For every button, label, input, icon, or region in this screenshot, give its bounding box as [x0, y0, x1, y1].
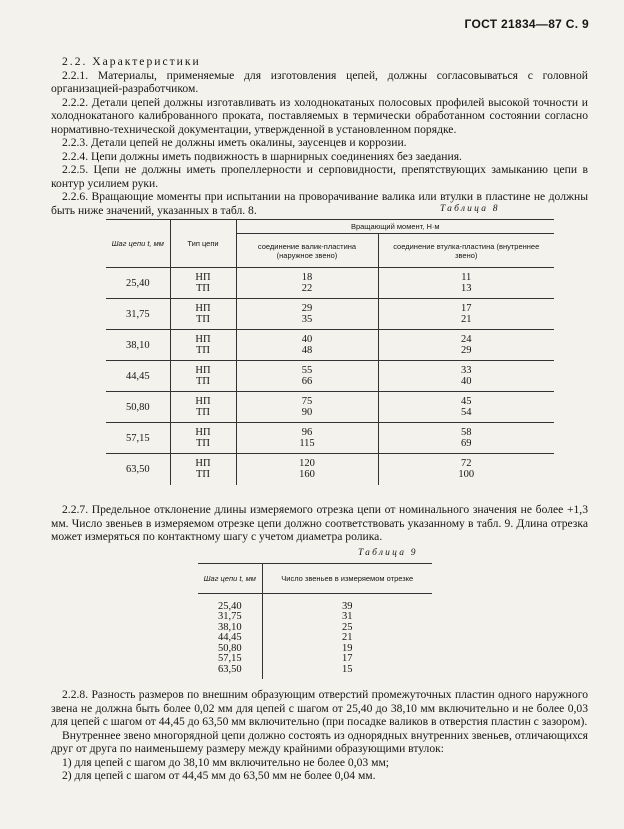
t8-cell-step [106, 361, 170, 392]
t8-type-tp: ТП [196, 407, 210, 418]
t8-cell-inner [378, 392, 554, 423]
t8-type-tp: ТП [196, 345, 210, 356]
t9-row [198, 633, 432, 644]
t9-step-value: 25,40 [217, 600, 242, 612]
table-8 [106, 219, 554, 485]
section-2-2-title: 2.2. Характеристики [62, 55, 201, 68]
t8-inner-np: 11 [461, 272, 472, 283]
t8-cell-outer [236, 268, 378, 299]
t8-outer-tp: 90 [301, 407, 313, 418]
t8-type-tp: ТП [196, 314, 210, 325]
t8-cell-type [170, 299, 236, 330]
t8-outer-tp: 66 [301, 376, 313, 387]
t9-count-value: 25 [262, 623, 432, 634]
t8-cell-type [170, 361, 236, 392]
t8-cell-inner [378, 361, 554, 392]
t8-cell-inner [378, 299, 554, 330]
t8-row [106, 299, 554, 330]
t8-cell-type [170, 330, 236, 361]
t9-row [198, 665, 432, 680]
t8-head-type: Тип цепи [170, 220, 236, 268]
t8-inner-np: 17 [461, 303, 472, 314]
list-item-1: 1) для цепей с шагом до 38,10 мм включительно не более 0,03 мм; [62, 755, 390, 769]
t8-outer-tp: 48 [301, 345, 313, 356]
clause-2-2-2: 2.2.2. Детали цепей должны изготавливать из холоднокатаных полосовых профилей высокой точности и холоднокатаного калиброванного проката, поставляемых в термически обработанном состоянии согласно нормативно-технической документации, утвержденной в установленном порядке. [51, 95, 588, 136]
clause-2-2-4: 2.2.4. Цепи должны иметь подвижность в шарнирных соединениях без заедания. [62, 149, 462, 163]
table8-caption: Таблица 8 [440, 204, 500, 214]
t8-inner-tp: 40 [461, 376, 472, 387]
t8-cell-outer [236, 454, 378, 485]
t9-count-value: 17 [262, 654, 432, 665]
t8-cell-outer [236, 330, 378, 361]
t9-count-value: 15 [262, 665, 432, 680]
t8-cell-type [170, 268, 236, 299]
t8-cell-inner [378, 454, 554, 485]
t9-count-value: 21 [262, 633, 432, 644]
list-item-2: 2) для цепей с шагом от 44,45 мм до 63,50 мм не более 0,04 мм. [62, 769, 376, 782]
t8-inner-tp: 13 [461, 283, 472, 294]
t8-inner-np: 58 [461, 427, 472, 438]
clause-2-2-5: 2.2.5. Цепи не должны иметь пропеллерности и серповидности, препятствующих замыканию цепи в контур усилием руки. [51, 163, 588, 190]
t8-cell-type [170, 392, 236, 423]
t8-inner-np: 33 [461, 365, 472, 376]
clause-2-2-8: 2.2.8. Разность размеров по внешним образующим отверстий промежуточных пластин одного наружного звена не должна быть более 0,02 мм для цепей с шагом от 25,40 до 38,10 мм включительно и не более 0,03 для цепей с шагом от 44,45 до 63,50 мм включительно (при посадке валиков в отверстия пластин с зазором). [51, 688, 588, 728]
t8-outer-np: 55 [301, 365, 313, 376]
t8-cell-outer [236, 361, 378, 392]
t8-inner-tp: 29 [461, 345, 472, 356]
t8-step-value: 57,15 [125, 432, 150, 444]
t9-step-value: 63,50 [217, 663, 242, 675]
t9-count-value: 19 [262, 644, 432, 655]
t8-type-np: НП [195, 458, 211, 470]
t8-inner-tp: 69 [461, 438, 472, 449]
t8-outer-np: 29 [301, 303, 313, 314]
t8-head-step: Шаг цепи t, мм [106, 220, 170, 268]
t8-type-tp: ТП [196, 469, 210, 481]
t8-step-value: 38,10 [125, 339, 150, 351]
t8-outer-tp: 160 [299, 469, 315, 481]
t8-cell-outer [236, 299, 378, 330]
t8-type-np: НП [195, 272, 211, 283]
t8-step-value: 50,80 [125, 401, 150, 413]
t8-step-value: 25,40 [125, 277, 150, 289]
t8-type-np: НП [195, 427, 211, 438]
t8-head-inner: соединение втулка-пластина (внутреннее звено) [378, 234, 554, 268]
t9-step-value: 44,45 [217, 632, 242, 643]
clause-2-2-7-block [51, 503, 588, 544]
t8-row [106, 454, 554, 485]
clause-2-2-1: 2.2.1. Материалы, применяемые для изготовления цепей, должны согласовываться с головной организацией-разработчиком. [51, 68, 588, 95]
t8-type-np: НП [195, 334, 211, 345]
t8-inner-np: 72 [461, 458, 472, 470]
t8-type-tp: ТП [196, 438, 210, 449]
t8-cell-inner [378, 268, 554, 299]
t8-row [106, 392, 554, 423]
t8-outer-np: 18 [301, 272, 313, 283]
t9-step-value: 38,10 [217, 621, 242, 633]
t8-head-moment: Вращающий момент, Н·м [236, 220, 554, 234]
t8-outer-tp: 115 [299, 438, 315, 449]
t9-head-count: Число звеньев в измеряемом отрезке [262, 564, 432, 594]
t8-head-outer: соединение валик-пластина (наружное звено) [236, 234, 378, 268]
t8-outer-tp: 35 [301, 314, 313, 325]
page-header: ГОСТ 21834—87 С. 9 [464, 17, 589, 31]
t9-step-value: 31,75 [217, 611, 242, 622]
t8-type-tp: ТП [196, 376, 210, 387]
t8-cell-inner [378, 330, 554, 361]
t8-step-value: 63,50 [125, 463, 150, 475]
t8-cell-step [106, 299, 170, 330]
section-2-2-block [51, 55, 588, 217]
clause-2-2-7: 2.2.7. Предельное отклонение длины измеряемого отрезка цепи от номинального значения не более +1,3 мм. Число звеньев в измеряемом отрезке цепи должно соответствовать указанному в табл. 9. Длина отрезка может измеряться по контактному шагу с учетом диаметра ролика. [51, 503, 588, 543]
t8-cell-step [106, 268, 170, 299]
t8-step-value: 44,45 [125, 370, 150, 382]
t8-cell-step [106, 330, 170, 361]
t8-cell-step [106, 392, 170, 423]
t8-row [106, 423, 554, 454]
t8-outer-tp: 22 [301, 283, 313, 294]
t8-cell-type [170, 454, 236, 485]
t9-count-value: 39 [262, 602, 432, 613]
t8-type-np: НП [195, 396, 211, 407]
t8-inner-tp: 21 [461, 314, 472, 325]
t8-outer-np: 40 [301, 334, 313, 345]
t9-step-value: 50,80 [217, 642, 242, 654]
clause-2-2-3: 2.2.3. Детали цепей не должны иметь окалины, заусенцев и коррозии. [62, 136, 407, 149]
t8-cell-outer [236, 392, 378, 423]
t9-head-step: Шаг цепи t, мм [198, 564, 262, 594]
t9-count-value: 31 [262, 612, 432, 623]
t8-type-tp: ТП [196, 283, 210, 294]
t8-inner-tp: 100 [458, 469, 475, 481]
t8-row [106, 268, 554, 299]
t8-type-np: НП [195, 365, 211, 376]
clause-2-2-6: 2.2.6. Вращающие моменты при испытании на проворачивание валика или втулки в пластине не должны быть ниже значений, указанных в табл. 8. [51, 190, 588, 217]
clause-2-2-8-block [51, 688, 588, 783]
t8-outer-np: 120 [299, 458, 315, 470]
t9-step-value: 57,15 [217, 653, 242, 664]
t9-row [198, 612, 432, 623]
t8-outer-np: 75 [301, 396, 313, 407]
t8-row [106, 330, 554, 361]
table9-caption: Таблица 9 [358, 548, 418, 558]
t8-step-value: 31,75 [125, 308, 150, 320]
t8-row [106, 361, 554, 392]
t9-row [198, 654, 432, 665]
table-9 [198, 563, 432, 679]
t8-cell-outer [236, 423, 378, 454]
t8-cell-step [106, 423, 170, 454]
t8-cell-step [106, 454, 170, 485]
t8-inner-tp: 54 [461, 407, 472, 418]
t8-inner-np: 24 [461, 334, 472, 345]
t8-outer-np: 96 [301, 427, 313, 438]
inner-link-paragraph: Внутреннее звено многорядной цепи должно состоять из однорядных внутренних звеньев, отличающихся друг от друга по наименьшему размеру между крайними образующими втулок: [51, 728, 588, 755]
t8-cell-type [170, 423, 236, 454]
t8-cell-inner [378, 423, 554, 454]
t8-inner-np: 45 [461, 396, 472, 407]
t8-type-np: НП [195, 303, 211, 314]
